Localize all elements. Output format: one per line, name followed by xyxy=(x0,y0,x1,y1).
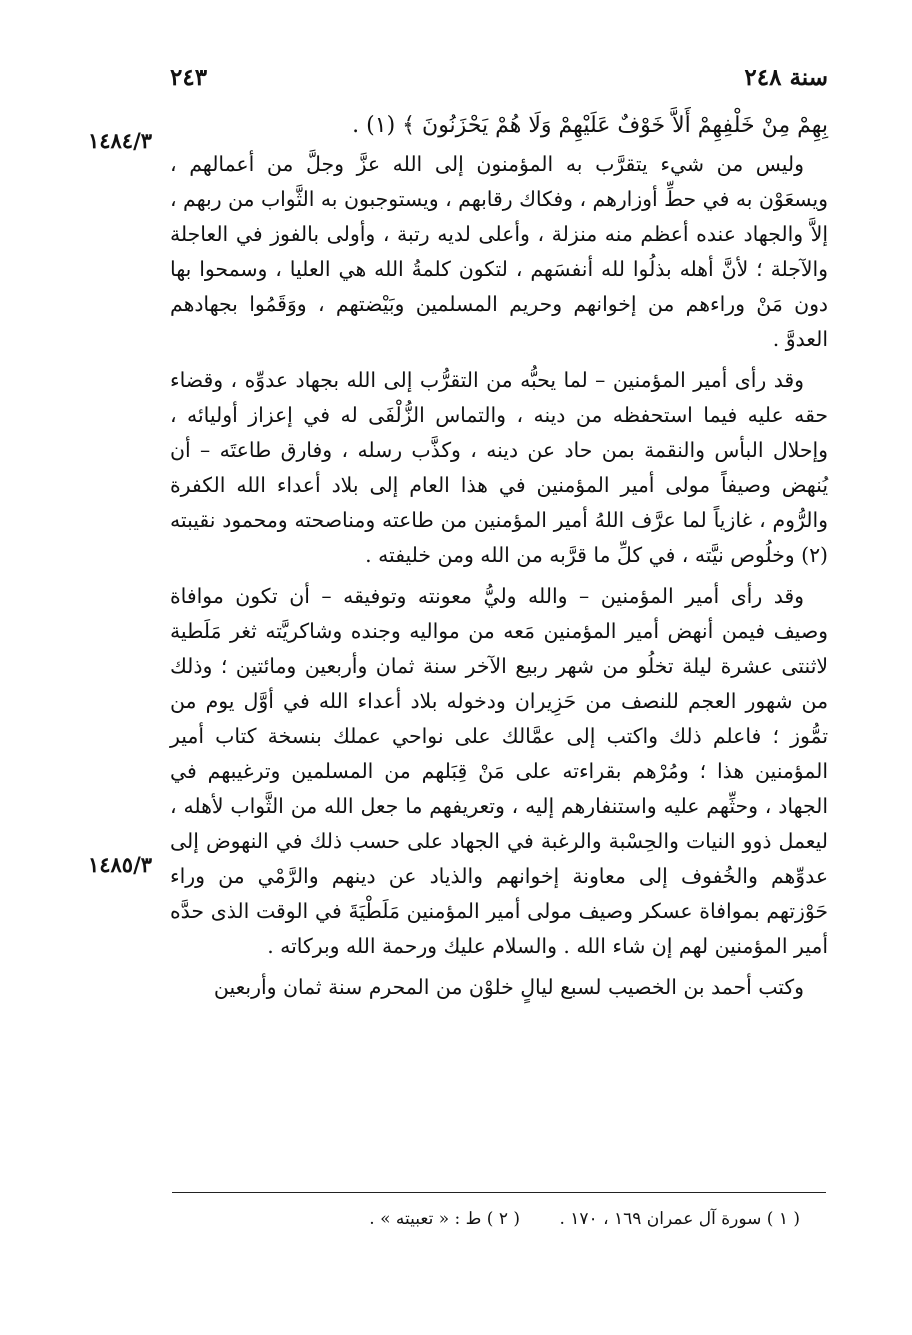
paragraph-3: وقد رأى أمير المؤمنين – والله وليُّ معونته وتوفيقه – أن تكون موافاة وصيف فيمن أنهض أمير المؤمنين مَعه من مواليه وجنده وشاكريَّته ثغر مَلَطية لاثنتى عشرة ليلة تخلُو من شهر ربيع الآخر سنة ثمان وأربعين ومائتين ؛ وذلك من شهور العجم للنصف من حَزِيران ودخوله بلاد أعداء الله في أوَّل يوم من تمُّوز ؛ فاعلم ذلك واكتب إلى عمَّالك على نواحي عملك بنسخة كتاب أمير المؤمنين هذا ؛ ومُرْهم بقراءته على مَنْ قِبَلهم من المسلمين وترغيبهم في الجهاد ، وحثِّهم عليه واستنفارهم إليه ، وتعريفهم ما جعل الله من الثَّواب لأهله ، ليعمل ذوو النيات والحِسْبة والرغبة في الجهاد على حسب ذلك في النهوض إلى عدوِّهم والخُفوف إلى معاونة إخوانهم والذياد عن دينهم والرَّمْي من وراء حَوْزتهم بموافاة عسكر وصيف مولى أمير المؤمنين مَلَطْيَةَ في الوقت الذى حدَّه أمير المؤمنين لهم إن شاء الله . والسلام عليك ورحمة الله وبركاته . xyxy=(170,584,828,958)
page-number: ٢٤٣ xyxy=(170,64,208,91)
page-header xyxy=(170,58,828,98)
paragraph-2: وقد رأى أمير المؤمنين – لما يحبُّه من التقرُّب إلى الله بجهاد عدوِّه ، وقضاء حقه عليه فيما استحفظه من دينه ، والتماس الزُّلْفَى له في إعزاز أوليائه ، وإحلال البأس والنقمة بمن حاد عن دينه ، وكذَّب رسله ، وفارق طاعتَه – أن يُنهض وصيفاً مولى أمير المؤمنين في هذا العام إلى بلاد أعداء الله الكفرة والرُّوم ، غازياً لما عرَّف اللهُ أمير المؤمنين من طاعته ومناصحته ومحمود نقيبته (٢) وخلُوص نيَّته ، في كلِّ ما قرَّبه من الله ومن خليفته . xyxy=(170,368,828,567)
header-year: سنة ٢٤٨ xyxy=(744,64,828,91)
paragraph-1: وليس من شيء يتقرَّب به المؤمنون إلى الله عزَّ وجلَّ من أعمالهم ، ويسعَوْن به في حطِّ أوزارهم ، وفكاك رقابهم ، ويستوجبون به الثَّواب من ربهم ، إلاَّ والجهاد عنده أعظم منه منزلة ، وأعلى لديه رتبة ، وأولى بالفوز في العاجلة والآجلة ؛ لأنَّ أهله بذلُوا لله أنفسَهم ، لتكون كلمةُ الله هي العليا ، وسمحوا بها دون مَنْ وراءهم من إخوانهم وحريم المسلمين وبَيْضتهم ، ووَقَمُوا بجهادهم العدوَّ . xyxy=(169,152,828,351)
quran-verse-line: بِهِمْ مِنْ خَلْفِهِمْ أَلاَّ خَوْفٌ عَلَيْهِمْ وَلَا هُمْ يَحْزَنُونَ ﴾ (١) . xyxy=(352,113,828,138)
margin-reference-2: ١٤٨٥/٣ xyxy=(87,852,153,877)
footnote-divider xyxy=(172,1192,826,1193)
footnote-1: ( ١ ) سورة آل عمران ١٦٩ ، ١٧٠ . xyxy=(559,1209,800,1229)
paragraph-4: وكتب أحمد بن الخصيب لسبع ليالٍ خلوْن من المحرم سنة ثمان وأربعين xyxy=(213,975,804,999)
footnote-2: ( ٢ ) ط : « تعبيته » . xyxy=(369,1209,521,1229)
footnotes xyxy=(200,1206,800,1232)
main-text xyxy=(170,108,828,1011)
margin-reference-1: ١٤٨٤/٣ xyxy=(87,128,153,153)
